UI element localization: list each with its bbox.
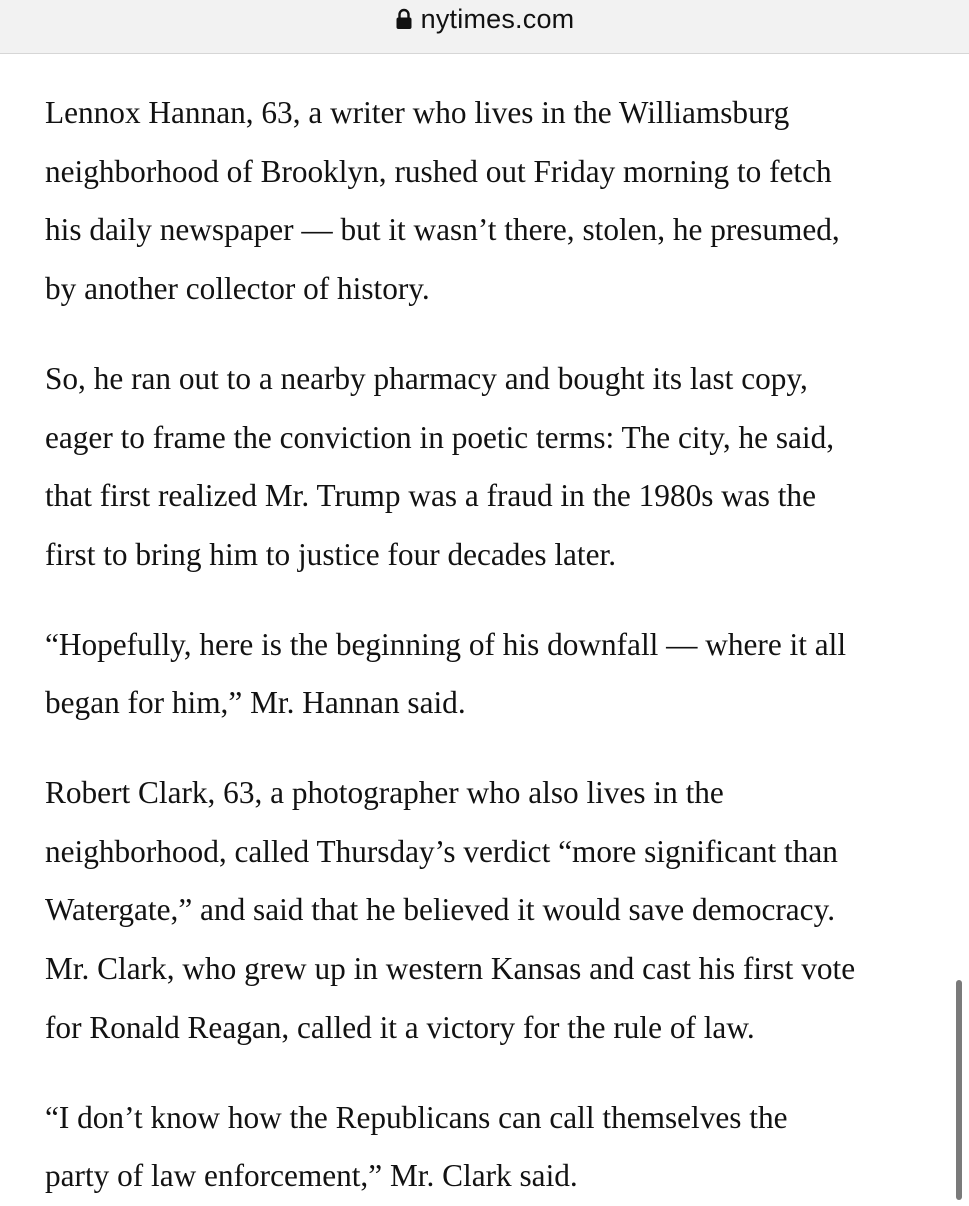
text-line: by another collector of history. [45,271,430,307]
scrollbar-thumb[interactable] [956,980,962,1200]
article-paragraph [45,1089,945,1206]
text-line: “I don’t know how the Republicans can call themselves the [45,1099,788,1135]
text-line: eager to frame the conviction in poetic terms: The city, he said, [45,419,835,455]
lock-icon [395,8,413,30]
text-line: neighborhood, called Thursday’s verdict “more significant than [45,833,838,869]
text-line: Mr. Clark, who grew up in western Kansas and cast his first vote [45,951,856,987]
article-paragraph [45,350,945,585]
article-paragraph [45,84,945,319]
text-line: neighborhood of Brooklyn, rushed out Friday morning to fetch [45,153,832,189]
text-line: So, he ran out to a nearby pharmacy and bought its last copy, [45,360,808,396]
text-line: for Ronald Reagan, called it a victory for the rule of law. [45,1009,755,1045]
address-field[interactable] [0,2,969,36]
article-paragraph [45,764,945,1058]
domain-label: nytimes.com [420,3,575,34]
text-line: party of law enforcement,” Mr. Clark said. [45,1158,578,1194]
text-line: Robert Clark, 63, a photographer who also lives in the [45,775,724,811]
article-body [45,84,945,1206]
text-line: began for him,” Mr. Hannan said. [45,685,466,721]
text-line: first to bring him to justice four decades later. [45,536,617,572]
text-line: Lennox Hannan, 63, a writer who lives in the Williamsburg [45,95,790,130]
text-line: “Hopefully, here is the beginning of his downfall — where it all [45,626,847,662]
text-line: that first realized Mr. Trump was a fraud in the 1980s was the [45,478,816,514]
text-line: Watergate,” and said that he believed it would save democracy. [45,892,836,928]
article-paragraph [45,616,945,733]
browser-url-bar[interactable] [0,0,969,54]
text-line: his daily newspaper — but it wasn’t there, stolen, he presumed, [45,212,840,248]
